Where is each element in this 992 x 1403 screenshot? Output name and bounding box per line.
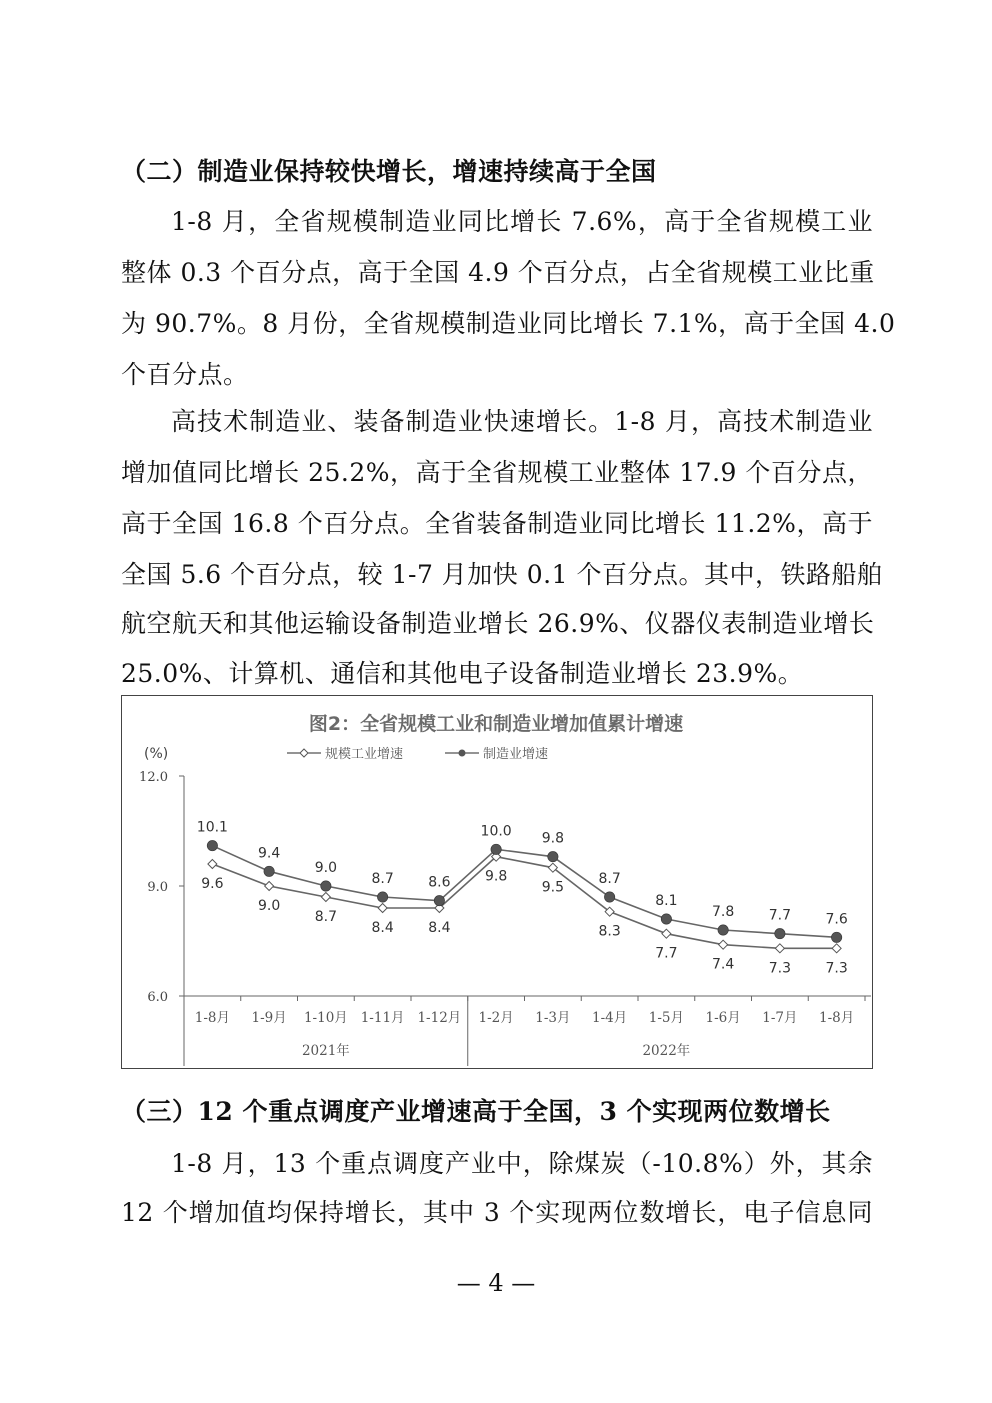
x-tick-label: 1-4月 (592, 1010, 628, 1026)
data-label: 7.3 (825, 960, 848, 977)
data-point (264, 866, 274, 876)
x-tick-label: 1-8月 (194, 1010, 230, 1026)
data-label: 8.7 (314, 909, 338, 925)
data-label: 10.1 (196, 819, 228, 836)
data-point (265, 882, 274, 891)
y-tick-label: 6.0 (147, 990, 168, 1005)
data-point (207, 840, 217, 850)
data-label: 7.6 (825, 911, 848, 928)
x-tick-label: 1-3月 (535, 1010, 571, 1026)
paragraph-line: 个百分点。 (121, 360, 249, 389)
x-tick-label: 1-2月 (478, 1010, 514, 1026)
legend-marker-diamond-icon (300, 749, 308, 757)
x-group-label: 2021年 (301, 1043, 350, 1059)
data-point (662, 929, 671, 938)
data-label: 8.7 (371, 871, 394, 887)
paragraph-line: 全国 5.6 个百分点，较 1-7 月加快 0.1 个百分点。其中，铁路船舶 (121, 560, 883, 589)
series-line (212, 857, 836, 949)
data-point (775, 944, 784, 953)
data-label: 8.4 (428, 920, 451, 936)
data-point (661, 914, 671, 924)
data-point (377, 892, 387, 902)
paragraph-line: 高技术制造业、装备制造业快速增长。1-8 月，高技术制造业 (171, 407, 873, 436)
data-point (604, 892, 614, 902)
x-tick-label: 1-12月 (417, 1010, 462, 1026)
line-chart (122, 696, 871, 1067)
data-label: 7.3 (768, 960, 792, 977)
legend-marker-circle-icon (459, 750, 466, 757)
legend-label: 规模工业增速 (325, 747, 404, 762)
data-label: 7.4 (711, 956, 735, 973)
data-point (378, 904, 387, 913)
paragraph-line: 高于全国 16.8 个百分点。全省装备制造业同比增长 11.2%，高于 (121, 509, 873, 538)
page-number: — 4 — (456, 1269, 536, 1297)
series-line (212, 846, 836, 938)
data-point (719, 940, 728, 949)
data-point (718, 925, 728, 935)
data-label: 9.5 (541, 879, 565, 896)
section-heading: （三）12 个重点调度产业增速高于全国，3 个实现两位数增长 (121, 1097, 831, 1126)
x-group-label: 2022年 (642, 1043, 691, 1059)
data-label: 7.7 (655, 945, 678, 962)
data-label: 8.7 (598, 871, 621, 887)
data-point (208, 860, 217, 869)
legend-label: 制造业增速 (483, 747, 549, 762)
x-tick-label: 1-8月 (819, 1010, 855, 1026)
paragraph-line: 1-8 月，13 个重点调度产业中，除煤炭（-10.8%）外，其余 (171, 1149, 873, 1178)
data-label: 9.8 (484, 868, 508, 885)
x-tick-label: 1-7月 (762, 1010, 798, 1026)
paragraph-line: 航空航天和其他运输设备制造业增长 26.9%、仪器仪表制造业增长 (121, 609, 875, 638)
data-label: 9.8 (541, 830, 565, 847)
data-label: 10.0 (480, 823, 512, 840)
x-tick-label: 1-11月 (360, 1010, 405, 1026)
data-point (491, 844, 501, 854)
paragraph-line: 整体 0.3 个百分点，高于全国 4.9 个百分点，占全省规模工业比重 (121, 258, 875, 287)
x-tick-label: 1-5月 (648, 1010, 684, 1026)
data-label: 8.4 (371, 920, 394, 936)
paragraph-line: 25.0%、计算机、通信和其他电子设备制造业增长 23.9%。 (121, 659, 804, 688)
data-point (548, 851, 558, 861)
x-tick-label: 1-9月 (251, 1010, 287, 1026)
paragraph-line: 增加值同比增长 25.2%，高于全省规模工业整体 17.9 个百分点， (121, 458, 873, 487)
paragraph-line: 12 个增加值均保持增长，其中 3 个实现两位数增长，电子信息同 (121, 1198, 873, 1227)
data-point (775, 928, 785, 938)
data-point (831, 932, 841, 942)
data-label: 7.7 (768, 907, 792, 924)
section-heading: （二）制造业保持较快增长，增速持续高于全国 (121, 157, 657, 186)
y-tick-label: 9.0 (147, 880, 168, 895)
data-label: 9.6 (201, 876, 224, 892)
data-label: 9.0 (314, 860, 338, 876)
chart-figure (121, 695, 873, 1069)
y-axis-unit-label: (%) (144, 746, 169, 762)
data-label: 8.3 (598, 923, 621, 940)
data-label: 8.6 (428, 874, 451, 891)
data-point (434, 895, 444, 905)
data-point (832, 944, 841, 953)
data-point (321, 881, 331, 891)
data-label: 9.4 (257, 845, 281, 862)
x-tick-label: 1-6月 (705, 1010, 741, 1026)
data-label: 7.8 (711, 904, 735, 920)
data-label: 8.1 (655, 893, 678, 909)
data-label: 9.0 (257, 898, 281, 914)
data-point (321, 893, 330, 902)
chart-title: 图2：全省规模工业和制造业增加值累计增速 (308, 713, 684, 735)
x-tick-label: 1-10月 (303, 1010, 348, 1026)
paragraph-line: 为 90.7%。8 月份，全省规模制造业同比增长 7.1%，高于全国 4.0 (121, 309, 896, 338)
y-tick-label: 12.0 (139, 770, 168, 785)
paragraph-line: 1-8 月，全省规模制造业同比增长 7.6%，高于全省规模工业 (171, 207, 873, 236)
